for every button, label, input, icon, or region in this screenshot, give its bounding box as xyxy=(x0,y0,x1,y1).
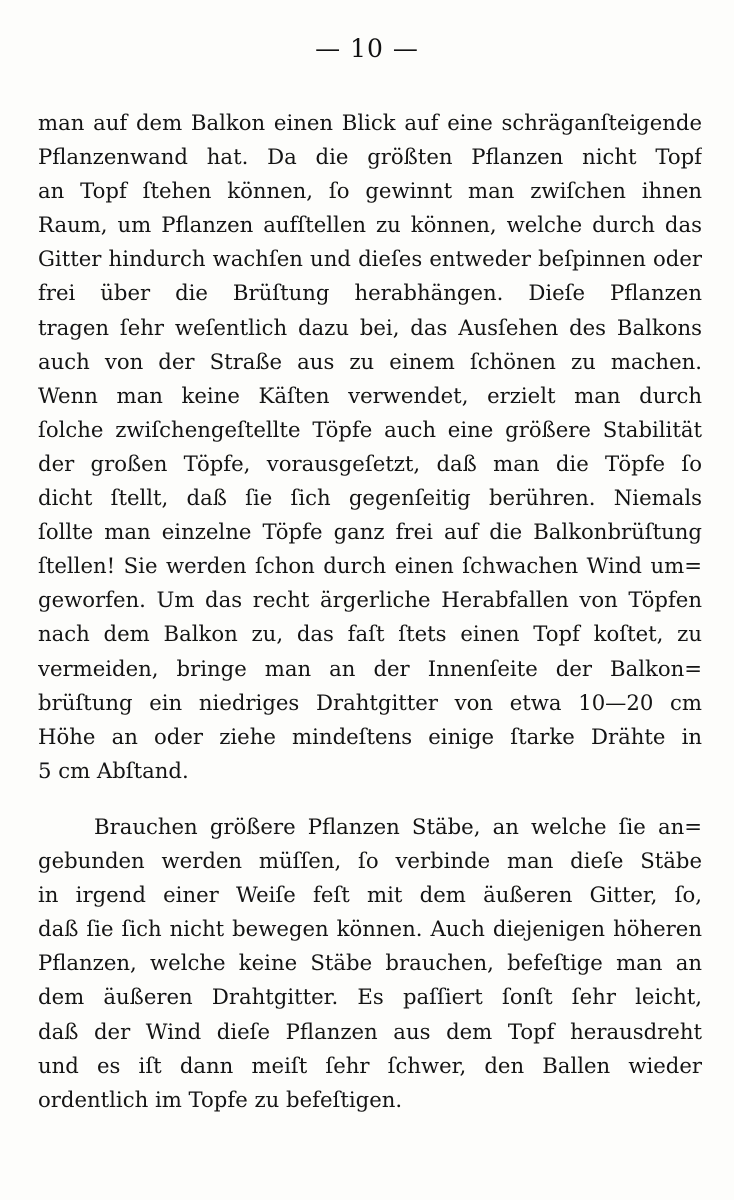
text-line: Pflanzen, welche keine Stäbe brauchen, befeſtige man an xyxy=(38,950,702,976)
text-line: Raum, um Pflanzen aufſtellen zu können, welche durch das xyxy=(38,212,702,238)
text-line: und es iſt dann meiſt ſehr ſchwer, den Ballen wieder xyxy=(38,1052,702,1078)
text-line: an Topf ſtehen können, ſo gewinnt man zwiſchen ihnen xyxy=(38,178,702,204)
page-number-header: — 10 — xyxy=(315,34,419,63)
text-line: ſtellen! Sie werden ſchon durch einen ſchwachen Wind um= xyxy=(38,553,702,579)
paragraph-2 xyxy=(38,810,702,1117)
text-line: daß der Wind dieſe Pflanzen aus dem Topf herausdreht xyxy=(38,1018,702,1044)
text-line: dem äußeren Drahtgitter. Es paſſiert ſonſt ſehr leicht, xyxy=(38,984,702,1010)
text-line: nach dem Balkon zu, das faſt ſtets einen Topf koſtet, zu xyxy=(38,621,702,647)
text-line: Höhe an oder ziehe mindeſtens einige ſtarke Drähte in xyxy=(38,723,702,749)
text-line: ordentlich im Topfe zu befeſtigen. xyxy=(38,1086,403,1112)
text-line: Pflanzenwand hat. Da die größten Pflanzen nicht Topf xyxy=(38,144,702,170)
text-line: vermeiden, bringe man an der Innenſeite der Balkon= xyxy=(38,655,702,681)
paragraph-1 xyxy=(38,106,702,788)
text-line: dicht ſtellt, daß ſie ſich gegenſeitig berühren. Niemals xyxy=(38,485,702,511)
text-line: ſolche zwiſchengeſtellte Töpfe auch eine größere Stabilität xyxy=(38,416,702,442)
text-line: daß ſie ſich nicht bewegen können. Auch diejenigen höheren xyxy=(38,916,702,942)
text-line: auch von der Straße aus zu einem ſchönen zu machen. xyxy=(38,348,702,374)
text-line: tragen ſehr weſentlich dazu bei, das Ausſehen des Balkons xyxy=(38,314,702,340)
text-line: der großen Töpfe, vorausgeſetzt, daß man die Töpfe ſo xyxy=(38,450,702,476)
text-line: gebunden werden müſſen, ſo verbinde man dieſe Stäbe xyxy=(38,848,702,874)
text-line: 5 cm Abſtand. xyxy=(38,757,189,783)
text-line: frei über die Brüſtung herabhängen. Dieſe Pflanzen xyxy=(38,280,702,306)
text-line: brüſtung ein niedriges Drahtgitter von etwa 10—20 cm xyxy=(38,689,702,715)
text-line: ſollte man einzelne Töpfe ganz frei auf die Balkonbrüſtung xyxy=(38,519,702,545)
text-line: in irgend einer Weiſe feſt mit dem äußeren Gitter, ſo, xyxy=(38,882,702,908)
text-line: Brauchen größere Pflanzen Stäbe, an welche ſie an= xyxy=(94,814,702,839)
text-line: Gitter hindurch wachſen und dieſes entweder beſpinnen oder xyxy=(38,246,702,272)
text-line: Wenn man keine Käſten verwendet, erzielt man durch xyxy=(38,382,702,408)
text-line: man auf dem Balkon einen Blick auf eine schräganſteigende xyxy=(38,110,702,135)
text-line: geworfen. Um das recht ärgerliche Herabfallen von Töpfen xyxy=(38,587,702,613)
